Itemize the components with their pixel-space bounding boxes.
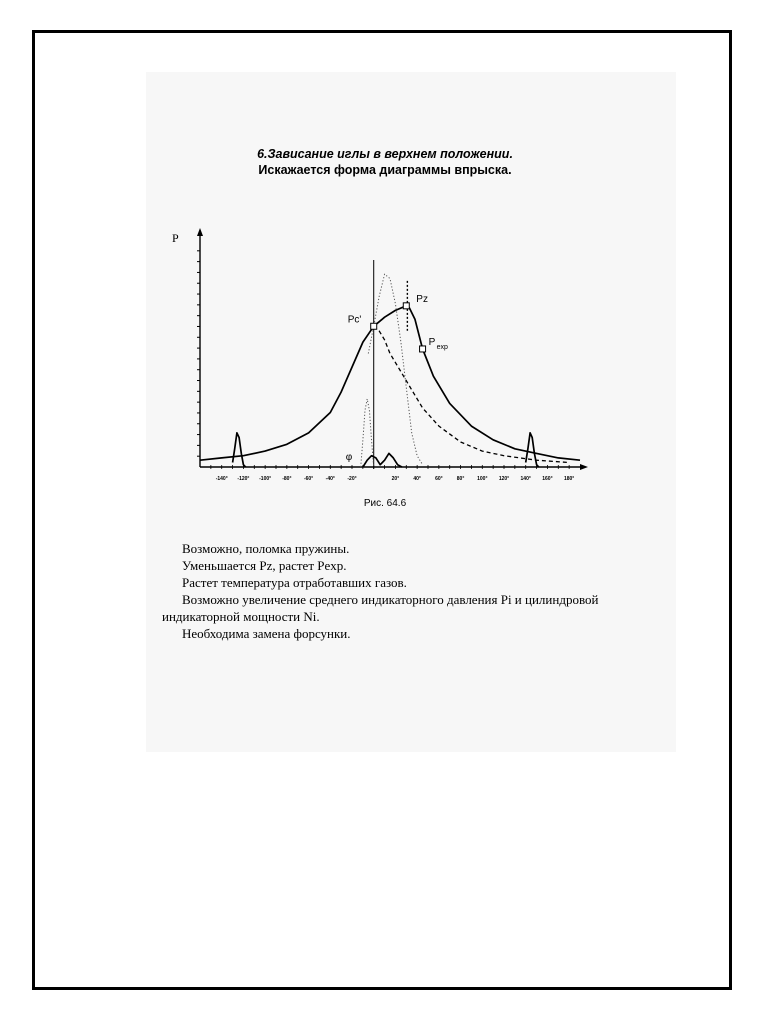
x-tick-label: -120° xyxy=(237,476,250,482)
x-tick-label: 180° xyxy=(563,476,575,482)
body-line-3: Растет температура отработавших газов. xyxy=(182,575,407,590)
body-line-4: Возможно увеличение среднего индикаторного давления Pi и цилиндровой индикаторной мощности Ni. xyxy=(162,592,599,624)
series-line-5 xyxy=(233,433,246,467)
injection-pressure-chart xyxy=(160,222,590,494)
x-tick-label: -20° xyxy=(347,476,357,482)
series-line-3 xyxy=(368,274,422,465)
x-tick-label: 160° xyxy=(542,476,553,482)
chart-ticks xyxy=(216,476,575,482)
chart-marker-1 xyxy=(371,323,377,329)
annotation-pc: Pc' xyxy=(347,314,362,326)
y-axis-label: P xyxy=(172,231,179,245)
chart-marker-2 xyxy=(403,303,409,309)
y-axis-arrow xyxy=(197,228,203,236)
x-tick-label: 80° xyxy=(456,476,465,482)
figure-caption: Рис. 64.6 xyxy=(363,498,407,509)
annotation-pz: Pz xyxy=(416,293,428,305)
heading-line-2: Искажается форма диаграммы впрыска. xyxy=(258,163,512,177)
x-axis-arrow xyxy=(580,464,588,470)
x-tick-label: 40° xyxy=(413,476,421,482)
x-tick-label: 120° xyxy=(498,476,510,482)
series-line-7 xyxy=(363,453,402,467)
series-line-6 xyxy=(526,433,539,467)
x-tick-label: 100° xyxy=(477,476,488,482)
x-tick-label: -60° xyxy=(303,476,314,482)
x-tick-label: 60° xyxy=(435,476,443,482)
chart-series xyxy=(200,274,580,467)
x-tick-label: -140° xyxy=(215,476,228,482)
series-line-1 xyxy=(200,306,580,460)
body-text xyxy=(162,540,622,642)
body-line-5: Необходима замена форсунки. xyxy=(182,626,351,641)
x-tick-label: -80° xyxy=(282,476,292,482)
series-line-2 xyxy=(374,326,569,462)
chart-marker-3 xyxy=(420,346,426,352)
x-tick-label: -100° xyxy=(259,476,272,482)
annotation-pexp: P xyxy=(428,336,436,348)
body-line-1: Возможно, поломка пружины. xyxy=(182,541,350,556)
x-tick-label: -40° xyxy=(325,476,335,482)
body-line-2: Уменьшается Pz, растет Pexp. xyxy=(182,558,347,573)
annotation-pexp-subscript: exp xyxy=(436,343,448,351)
heading-line-1: 6.Зависание иглы в верхнем положении. xyxy=(257,147,513,161)
x-tick-label: 20° xyxy=(391,476,400,482)
series-line-4 xyxy=(361,399,374,467)
annotation-phi: φ xyxy=(345,452,353,464)
x-tick-label: 140° xyxy=(520,476,531,482)
